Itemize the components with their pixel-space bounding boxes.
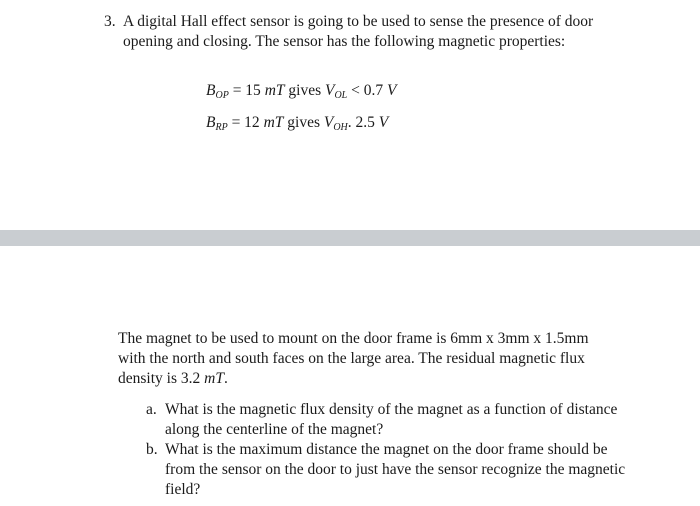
eq1-voltage: < 0.7 [347,82,387,99]
eq1-v: V [324,82,335,99]
eq2-v-unit: V [378,114,389,131]
eq2-voltage: . 2.5 [347,114,379,131]
question-number: 3. [104,13,116,30]
eq1-unit: mT [264,82,285,99]
eq2-unit: mT [263,114,284,131]
magnet-period: . [223,370,228,387]
subquestion-label: b. [146,441,158,458]
magnet-unit: mT [204,370,224,387]
subquestion-text: What is the magnetic flux density of the magnet as a function of distance along the centerline of the magnet? [165,401,618,438]
subquestion-text: What is the maximum distance the magnet on the door frame should be from the sensor on the door to just have the sensor recognize the magnetic field? [165,441,626,498]
magnet-text: The magnet to be used to mount on the door frame is 6mm x 3mm x 1.5mm with the north and south faces on the large area. The residual magnetic flux density is 3.2 [118,330,589,387]
eq1-v-unit: V [387,82,397,99]
subquestion-b [146,440,635,500]
eq2-b-sub: RP [215,122,228,133]
eq2-gives: gives [283,114,324,131]
eq1-v-sub: OL [334,90,348,101]
equation-operate-point [206,82,396,100]
eq2-value: = 12 [227,114,264,131]
eq2-b: B [206,114,216,131]
subquestion-a [146,400,635,440]
eq1-value: = 15 [228,82,265,99]
equation-release-point [206,114,388,132]
eq1-gives: gives [284,82,325,99]
eq2-v-sub: OH [333,122,348,133]
question-intro: A digital Hall effect sensor is going to be used to sense the presence of door opening and closing. The sensor has the following magnetic properties: [123,13,594,50]
magnet-description [118,329,618,389]
section-divider [0,230,700,246]
eq1-b: B [206,82,216,99]
eq1-b-sub: OP [215,90,229,101]
subquestion-label: a. [146,401,157,418]
eq2-v: V [323,114,334,131]
